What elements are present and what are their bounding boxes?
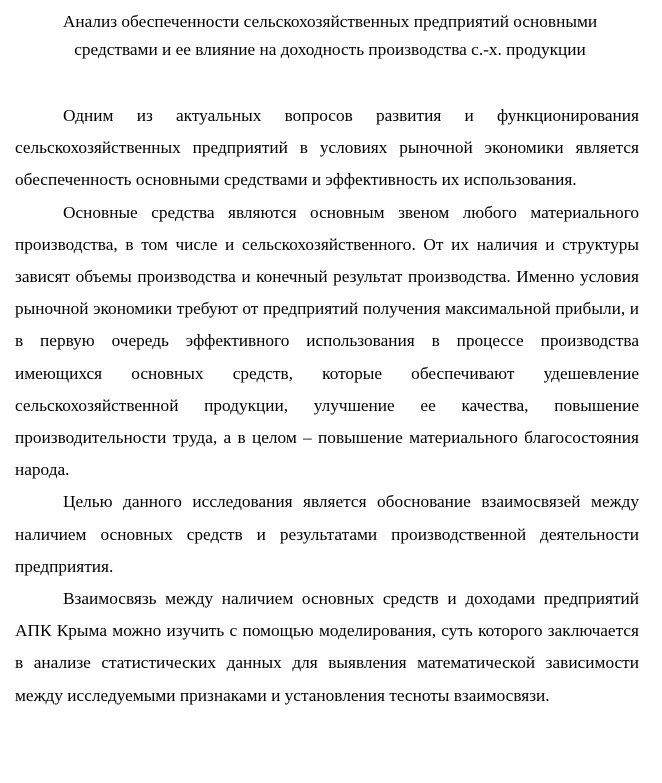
paragraph-2: Основные средства являются основным звеном любого материального производства, в том числе и сельскохозяйственного. От их наличия и структуры зависят объемы производства и конечный результат производства. Именно условия рыночной экономики требуют от предприятий получения максимальной прибыли, и в первую очередь эффективного использования в процессе производства имеющихся основных средств, которые обеспечивают удешевление сельскохозяйственной продукции, улучшение ее качества, повышение производительности труда, а в целом – повышение материального благосостояния народа. bbox=[15, 202, 639, 480]
paragraph-1: Одним из актуальных вопросов развития и функционирования сельскохозяйственных предприятий в условиях рыночной экономики является обеспеченность основными средствами и эффективность их использования. bbox=[15, 106, 639, 190]
paragraph-3: Целью данного исследования является обоснование взаимосвязей между наличием основных средств и результатами производственной деятельности предприятия. bbox=[15, 492, 639, 576]
document-title: Анализ обеспеченности сельскохозяйственных предприятий основными средствами и ее влияние на доходность производства с.-х. продукции bbox=[62, 12, 598, 59]
document-page bbox=[15, 8, 639, 712]
paragraph-4: Взаимосвязь между наличием основных средств и доходами предприятий АПК Крыма можно изучить с помощью моделирования, суть которого заключается в анализе статистических данных для выявления математической зависимости между исследуемыми признаками и установления тесноты взаимосвязи. bbox=[15, 589, 639, 705]
title-spacer bbox=[15, 64, 639, 100]
